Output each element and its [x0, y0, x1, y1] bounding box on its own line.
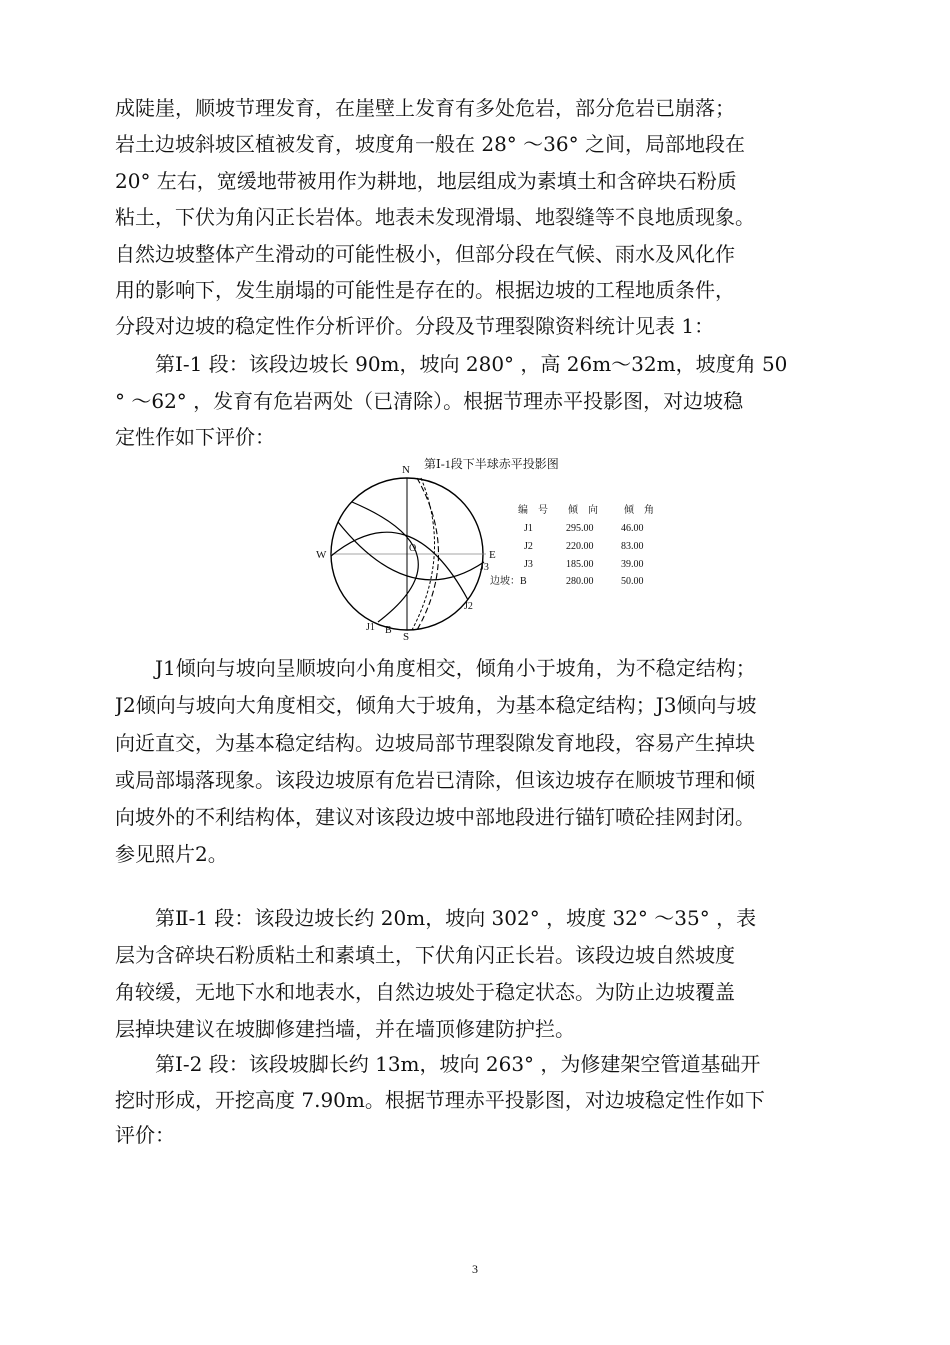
- stereographic-projection-figure: [300, 452, 680, 647]
- text-line: 评价：: [115, 1123, 175, 1147]
- west-label: W: [316, 549, 327, 561]
- table-cell: J1: [524, 523, 533, 534]
- table-cell: 185.00: [566, 559, 594, 570]
- j3-label: J3: [480, 562, 489, 573]
- text-line: 参见照片2。: [115, 842, 228, 867]
- text-line: 自然边坡整体产生滑动的可能性极小，但部分段在气候、雨水及风化作: [115, 241, 735, 266]
- text-line: 角较缓，无地下水和地表水，自然边坡处于稳定状态。为防止边坡覆盖: [115, 980, 735, 1004]
- north-label: N: [402, 464, 410, 476]
- text-line: 向近直交，为基本稳定结构。边坡局部节理裂隙发育地段，容易产生掉块: [115, 730, 755, 755]
- j2-label: J2: [464, 601, 473, 612]
- text-line: 岩土边坡斜坡区植被发育，坡度角一般在 28° ～36° 之间，局部地段在: [115, 132, 745, 157]
- paragraph-section-1: [115, 346, 865, 456]
- center-label: O: [409, 543, 417, 554]
- table-cell: J2: [524, 541, 533, 552]
- text-line: J1倾向与坡向呈顺坡向小角度相交，倾角小于坡角，为不稳定结构；: [115, 656, 756, 680]
- joint-table: [490, 503, 654, 587]
- table-cell: 46.00: [621, 523, 644, 534]
- j1-label: J1: [366, 622, 375, 633]
- text-line: 第Ⅰ-1 段：该段边坡长 90m，坡向 280° ，高 26m～32m，坡度角 50: [115, 352, 788, 376]
- table-cell: 220.00: [566, 541, 594, 552]
- text-line: 第Ⅱ-1 段：该段边坡长约 20m，坡向 302° ，坡度 32° ～35° ，表: [115, 906, 757, 930]
- figure-title: 第Ⅰ-1段下半球赤平投影图: [424, 457, 559, 471]
- j2-great-circle: [331, 532, 468, 600]
- text-line: 层为含碎块石粉质粘土和素填土，下伏角闪正长岩。该段边坡自然坡度: [115, 943, 735, 967]
- text-line: 分段对边坡的稳定性作分析评价。分段及节理裂隙资料统计见表 1：: [115, 314, 715, 339]
- table-cell: 295.00: [566, 523, 594, 534]
- paragraph-section-3: [115, 1047, 865, 1154]
- table-cell: J3: [524, 559, 533, 570]
- table-cell: 280.00: [566, 576, 594, 587]
- east-label: E: [489, 549, 496, 561]
- paragraph-analysis: [115, 650, 865, 874]
- table-header: 编 号: [518, 505, 548, 516]
- text-line: 定性作如下评价：: [115, 425, 275, 450]
- text-line: 成陡崖，顺坡节理发育，在崖壁上发育有多处危岩，部分危岩已崩落；: [115, 96, 735, 120]
- paragraph-section-2: [115, 900, 865, 1048]
- text-line: 用的影响下，发生崩塌的可能性是存在的。根据边坡的工程地质条件，: [115, 277, 735, 302]
- text-line: 第Ⅰ-2 段：该段坡脚长约 13m，坡向 263° ，为修建架空管道基础开: [115, 1052, 761, 1076]
- south-label: S: [403, 631, 410, 643]
- table-header: 倾 角: [624, 505, 654, 516]
- table-cell: 83.00: [621, 541, 644, 552]
- text-line: 层掉块建议在坡脚修建挡墙，并在墙顶修建防护拦。: [115, 1017, 575, 1041]
- text-line: J2倾向与坡向大角度相交，倾角大于坡角，为基本稳定结构；J3倾向与坡: [115, 693, 757, 718]
- table-cell: 39.00: [621, 559, 644, 570]
- text-line: 向坡外的不利结构体，建议对该段边坡中部地段进行锚钉喷砼挂网封闭。: [115, 805, 755, 830]
- table-cell: 边坡：B: [490, 576, 527, 587]
- text-line: 20° 左右，宽缓地带被用作为耕地，地层组成为素填土和含碎块石粉质: [115, 168, 737, 193]
- text-line: 粘土，下伏为角闪正长岩体。地表未发现滑塌、地裂缝等不良地质现象。: [115, 205, 755, 230]
- page-number: 3: [472, 1262, 478, 1276]
- text-line: 或局部塌落现象。该段边坡原有危岩已清除，但该边坡存在顺坡节理和倾: [115, 767, 755, 792]
- text-line: ° ～62° ，发育有危岩两处（已清除）。根据节理赤平投影图，对边坡稳: [115, 388, 744, 413]
- table-cell: 50.00: [621, 576, 644, 587]
- paragraph-intro: [115, 90, 865, 345]
- table-header: 倾 向: [568, 505, 598, 516]
- text-line: 挖时形成，开挖高度 7.90m。根据节理赤平投影图，对边坡稳定性作如下: [115, 1087, 765, 1112]
- slope-b-label: B: [385, 625, 392, 636]
- j1-great-circle: [352, 502, 418, 622]
